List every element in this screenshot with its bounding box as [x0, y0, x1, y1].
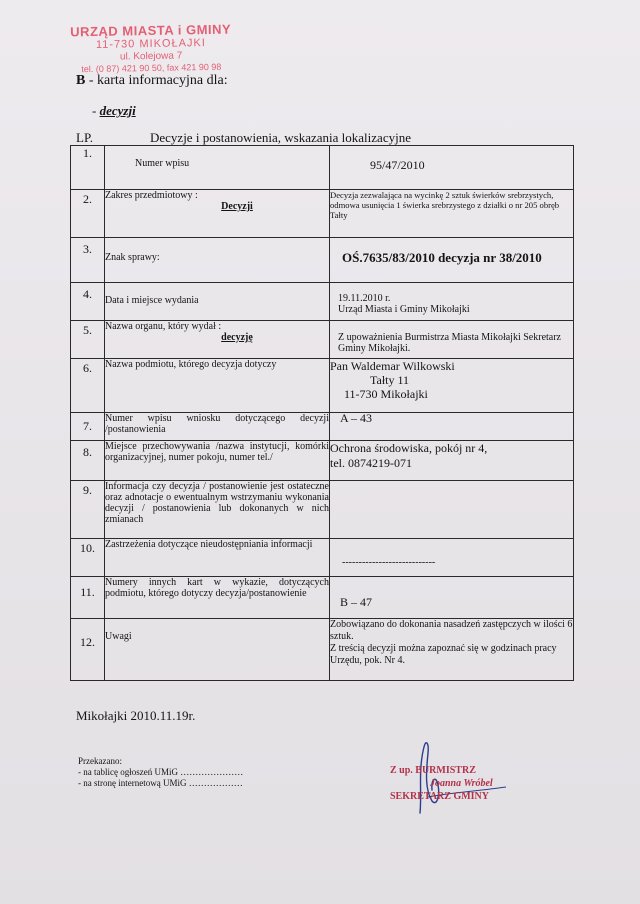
row-value: Decyzja zezwalająca na wycinkę 2 sztuk świerków srebrzystych, odmowa usunięcia 1 świerka srebrzystego z działki o nr 205 obręb Tałty	[330, 190, 574, 238]
row-number: 3.	[71, 238, 105, 283]
row-value-line: Ochrona środowiska, pokój nr 4,	[330, 441, 488, 455]
table-row	[71, 577, 574, 619]
table-row	[71, 481, 574, 539]
row-value	[330, 481, 574, 539]
stamp-line-4: tel. (0 87) 421 90 50, fax 421 90 98	[81, 61, 222, 75]
row-value-line: Tałty 11	[370, 373, 410, 387]
row-number: 9.	[71, 481, 105, 539]
signature-stamp	[390, 764, 493, 803]
row-value	[330, 359, 574, 413]
row-value: OŚ.7635/83/2010 decyzja nr 38/2010	[330, 238, 574, 283]
row-label: Numery innych kart w wykazie, dotyczących podmiotu, którego dotyczy decyzja/postanowienie	[105, 577, 330, 619]
row-value: 95/47/2010	[330, 146, 574, 190]
row-label: Miejsce przechowywania /nazwa instytucji, komórki organizacyjnej, numer pokoju, numer tel./	[105, 441, 330, 481]
row-number: 1.	[71, 146, 105, 190]
row-label: Data i miejsce wydania	[105, 283, 330, 321]
row-value-line: tel. 0874219-071	[330, 456, 412, 470]
row-number: 11.	[71, 577, 105, 619]
place-and-date: Mikołajki 2010.11.19r.	[76, 708, 196, 723]
table-row	[71, 190, 574, 238]
row-label: Numer wpisu	[105, 146, 330, 190]
row-number: 12.	[71, 619, 105, 681]
row-number: 10.	[71, 539, 105, 577]
signature-stamp-line-1: Z up. BURMISTRZ	[390, 765, 476, 776]
row-label: Znak sprawy:	[105, 238, 330, 283]
row-value	[330, 619, 574, 681]
row-value: ----------------------------	[330, 539, 574, 577]
card-letter: B	[76, 73, 86, 88]
table-row	[71, 413, 574, 441]
row-number: 5.	[71, 321, 105, 359]
row-label: Numer wpisu wniosku dotyczącego decyzji /postanowienia	[105, 413, 330, 441]
row-label-emph: decyzję	[221, 332, 253, 343]
row-value-line: Urząd Miasta i Gminy Mikołajki	[338, 304, 470, 315]
table-row	[71, 283, 574, 321]
office-stamp	[36, 22, 267, 76]
row-value: B – 47	[330, 577, 574, 619]
row-value: Z upoważnienia Burmistrza Miasta Mikołajki Sekretarz Gminy Mikołajki.	[330, 321, 574, 359]
row-label: Informacja czy decyzja / postanowienie jest ostateczne oraz adnotacje o ewentualnym wstrzymaniu wykonania decyzji / postanowienia lub dokonanych w nich zmianach	[105, 481, 330, 539]
stamp-line-3: ul. Kolejowa 7	[119, 50, 183, 63]
row-label: Nazwa podmiotu, którego decyzja dotyczy	[105, 359, 330, 413]
table-row	[71, 441, 574, 481]
row-value-line: Zobowiązano do dokonania nasadzeń zastępczych w ilości 6 sztuk.	[330, 619, 573, 642]
table-row	[71, 321, 574, 359]
table-row	[71, 359, 574, 413]
row-number: 4.	[71, 283, 105, 321]
row-number: 2.	[71, 190, 105, 238]
row-label-text: Nazwa organu, który wydał :	[105, 321, 222, 332]
row-value	[330, 283, 574, 321]
row-label-emph: Decyzji	[221, 201, 253, 212]
row-value	[330, 441, 574, 481]
table-row	[71, 619, 574, 681]
row-label	[105, 321, 330, 359]
stamp-line-1: URZĄD MIASTA i GMINY	[70, 21, 232, 40]
row-label: Zastrzeżenia dotyczące nieudostępniania informacji	[105, 539, 330, 577]
row-label: Uwagi	[105, 619, 330, 681]
card-header	[76, 73, 228, 89]
row-value-line: 19.11.2010 r.	[338, 293, 391, 304]
row-number: 7.	[71, 413, 105, 441]
subtitle-prefix: -	[92, 103, 97, 118]
table-title: Decyzje i postanowienia, wskazania lokalizacyjne	[150, 130, 411, 145]
handover-item: - na stronę internetową UMiG ………………	[78, 778, 243, 788]
row-label-text: Zakres przedmiotowy :	[105, 190, 198, 201]
handover-item: - na tablicę ogłoszeń UMiG …………………	[78, 767, 244, 777]
card-subtitle	[92, 103, 136, 119]
row-value-line: Z treścią decyzji można zapoznać się w godzinach pracy Urzędu, pok. Nr 4.	[330, 643, 557, 666]
table-row	[71, 539, 574, 577]
table-row	[71, 238, 574, 283]
row-label	[105, 190, 330, 238]
stamp-line-2: 11-730 MIKOŁAJKI	[95, 37, 206, 51]
table-row	[71, 146, 574, 190]
handover-label: Przekazano:	[78, 756, 122, 766]
row-number: 6.	[71, 359, 105, 413]
row-number: 8.	[71, 441, 105, 481]
signature-stamp-line-3: SEKRETARZ GMINY	[390, 791, 489, 802]
row-value-line: 11-730 Mikołajki	[344, 387, 428, 401]
subtitle-text: decyzji	[99, 103, 136, 118]
info-table	[70, 145, 574, 681]
card-title: - karta informacyjna dla:	[88, 73, 228, 88]
lp-heading: LP.	[76, 130, 93, 145]
row-value: A – 43	[330, 413, 574, 441]
row-value-line: Pan Waldemar Wilkowski	[330, 359, 455, 373]
signature-stamp-line-2: Joanna Wróbel	[430, 778, 493, 789]
handover-notes	[78, 756, 243, 789]
